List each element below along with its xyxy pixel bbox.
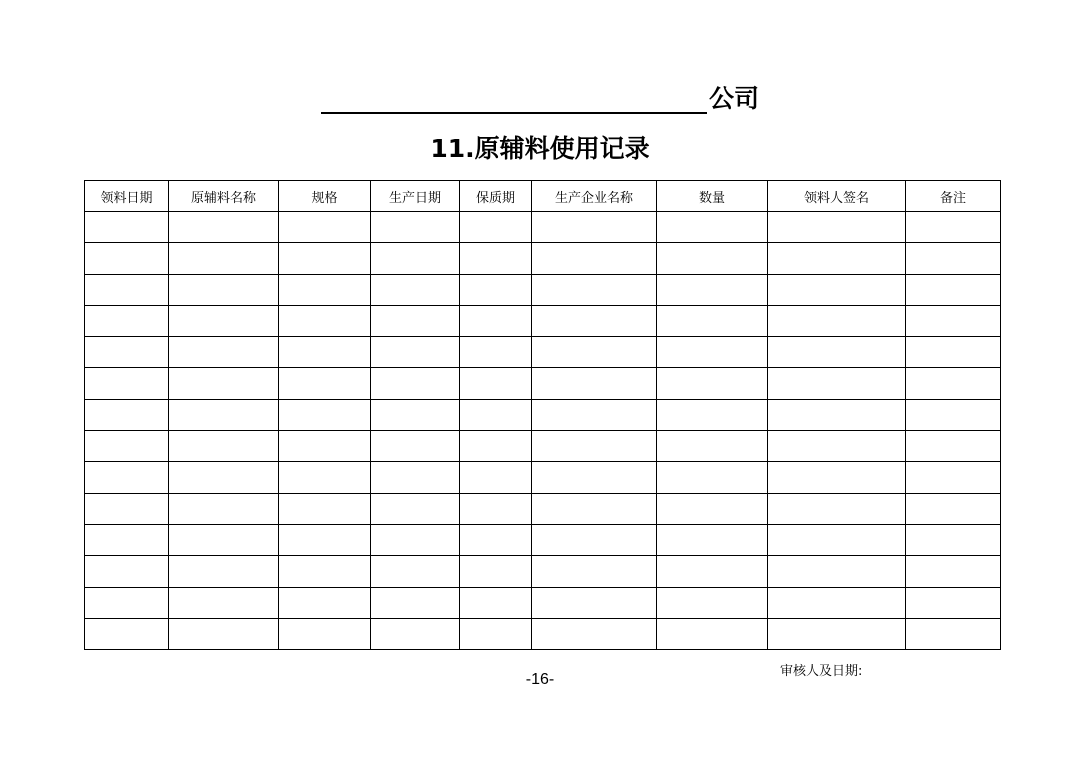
table-cell[interactable] bbox=[768, 587, 906, 618]
table-cell[interactable] bbox=[85, 399, 169, 430]
table-cell[interactable] bbox=[169, 305, 279, 336]
table-cell[interactable] bbox=[768, 368, 906, 399]
table-cell[interactable] bbox=[279, 243, 371, 274]
table-cell[interactable] bbox=[85, 524, 169, 555]
table-cell[interactable] bbox=[169, 243, 279, 274]
table-cell[interactable] bbox=[169, 212, 279, 243]
table-cell[interactable] bbox=[768, 243, 906, 274]
table-cell[interactable] bbox=[906, 618, 1001, 649]
table-cell[interactable] bbox=[85, 305, 169, 336]
table-cell[interactable] bbox=[460, 556, 532, 587]
column-header-production-date: 生产日期 bbox=[371, 181, 460, 212]
table-cell[interactable] bbox=[532, 274, 657, 305]
table-cell[interactable] bbox=[657, 243, 768, 274]
table-cell[interactable] bbox=[169, 462, 279, 493]
table-body bbox=[85, 212, 1001, 650]
table-cell[interactable] bbox=[169, 431, 279, 462]
table-cell[interactable] bbox=[657, 368, 768, 399]
table-cell[interactable] bbox=[85, 243, 169, 274]
table-row bbox=[85, 431, 1001, 462]
table-cell[interactable] bbox=[85, 462, 169, 493]
table-cell[interactable] bbox=[906, 337, 1001, 368]
table-row bbox=[85, 618, 1001, 649]
column-header-material-name: 原辅料名称 bbox=[169, 181, 279, 212]
table-cell[interactable] bbox=[657, 524, 768, 555]
table-cell[interactable] bbox=[85, 431, 169, 462]
table-cell[interactable] bbox=[657, 212, 768, 243]
table-cell[interactable] bbox=[768, 399, 906, 430]
table-cell[interactable] bbox=[371, 618, 460, 649]
table-cell[interactable] bbox=[532, 556, 657, 587]
column-header-quantity: 数量 bbox=[657, 181, 768, 212]
table-cell[interactable] bbox=[169, 524, 279, 555]
table-row bbox=[85, 337, 1001, 368]
table-cell[interactable] bbox=[371, 524, 460, 555]
table-cell[interactable] bbox=[169, 556, 279, 587]
table-cell[interactable] bbox=[279, 305, 371, 336]
table-cell[interactable] bbox=[532, 243, 657, 274]
table-cell[interactable] bbox=[371, 243, 460, 274]
table-cell[interactable] bbox=[460, 493, 532, 524]
table-cell[interactable] bbox=[85, 212, 169, 243]
table-cell[interactable] bbox=[906, 524, 1001, 555]
table-cell[interactable] bbox=[85, 618, 169, 649]
table-row bbox=[85, 368, 1001, 399]
table-cell[interactable] bbox=[657, 337, 768, 368]
table-cell[interactable] bbox=[906, 243, 1001, 274]
table-cell[interactable] bbox=[532, 493, 657, 524]
table-cell[interactable] bbox=[768, 212, 906, 243]
table-cell[interactable] bbox=[768, 337, 906, 368]
column-header-shelf-life: 保质期 bbox=[460, 181, 532, 212]
table-row bbox=[85, 243, 1001, 274]
table-cell[interactable] bbox=[906, 493, 1001, 524]
table-cell[interactable] bbox=[768, 524, 906, 555]
table-cell[interactable] bbox=[657, 274, 768, 305]
company-name-blank[interactable] bbox=[321, 82, 707, 114]
table-cell[interactable] bbox=[768, 305, 906, 336]
table-header-row bbox=[85, 181, 1001, 212]
table-cell[interactable] bbox=[460, 587, 532, 618]
document-title: 11.原辅料使用记录 bbox=[430, 134, 650, 163]
table-cell[interactable] bbox=[279, 618, 371, 649]
table-cell[interactable] bbox=[460, 431, 532, 462]
table-row bbox=[85, 556, 1001, 587]
table-cell[interactable] bbox=[169, 399, 279, 430]
table-cell[interactable] bbox=[169, 493, 279, 524]
table-cell[interactable] bbox=[371, 556, 460, 587]
table-cell[interactable] bbox=[768, 493, 906, 524]
table-cell[interactable] bbox=[371, 212, 460, 243]
table-cell[interactable] bbox=[85, 493, 169, 524]
table-cell[interactable] bbox=[279, 524, 371, 555]
table-cell[interactable] bbox=[460, 243, 532, 274]
table-cell[interactable] bbox=[532, 431, 657, 462]
table-row bbox=[85, 399, 1001, 430]
table-cell[interactable] bbox=[657, 493, 768, 524]
table-cell[interactable] bbox=[371, 587, 460, 618]
table-cell[interactable] bbox=[169, 618, 279, 649]
table-cell[interactable] bbox=[657, 399, 768, 430]
table-cell[interactable] bbox=[371, 337, 460, 368]
table-cell[interactable] bbox=[169, 274, 279, 305]
table-cell[interactable] bbox=[279, 337, 371, 368]
company-suffix: 公司 bbox=[708, 84, 759, 113]
table-cell[interactable] bbox=[532, 368, 657, 399]
table-cell[interactable] bbox=[657, 462, 768, 493]
table-cell[interactable] bbox=[460, 337, 532, 368]
column-header-recipient-signature: 领料人签名 bbox=[768, 181, 906, 212]
table-cell[interactable] bbox=[460, 399, 532, 430]
table-cell[interactable] bbox=[371, 368, 460, 399]
table-cell[interactable] bbox=[85, 368, 169, 399]
table-cell[interactable] bbox=[768, 274, 906, 305]
table-cell[interactable] bbox=[906, 274, 1001, 305]
table-cell[interactable] bbox=[460, 368, 532, 399]
table-cell[interactable] bbox=[169, 587, 279, 618]
table-cell[interactable] bbox=[532, 399, 657, 430]
table-cell[interactable] bbox=[906, 587, 1001, 618]
table-row bbox=[85, 274, 1001, 305]
table-cell[interactable] bbox=[532, 212, 657, 243]
table-cell[interactable] bbox=[460, 462, 532, 493]
table-row bbox=[85, 462, 1001, 493]
table-cell[interactable] bbox=[279, 493, 371, 524]
table-cell[interactable] bbox=[906, 305, 1001, 336]
table-cell[interactable] bbox=[532, 305, 657, 336]
reviewer-and-date-label: 审核人及日期: bbox=[780, 664, 863, 679]
table-cell[interactable] bbox=[657, 431, 768, 462]
table-cell[interactable] bbox=[657, 556, 768, 587]
table-cell[interactable] bbox=[279, 462, 371, 493]
table-cell[interactable] bbox=[532, 524, 657, 555]
column-header-issue-date: 领料日期 bbox=[85, 181, 169, 212]
table-cell[interactable] bbox=[279, 556, 371, 587]
table-cell[interactable] bbox=[85, 274, 169, 305]
table-cell[interactable] bbox=[279, 368, 371, 399]
table-cell[interactable] bbox=[460, 305, 532, 336]
table-cell[interactable] bbox=[279, 212, 371, 243]
column-header-remarks: 备注 bbox=[906, 181, 1001, 212]
table-cell[interactable] bbox=[169, 368, 279, 399]
table-cell[interactable] bbox=[657, 587, 768, 618]
column-header-manufacturer: 生产企业名称 bbox=[532, 181, 657, 212]
table-cell[interactable] bbox=[279, 274, 371, 305]
table-cell[interactable] bbox=[768, 431, 906, 462]
table-row bbox=[85, 493, 1001, 524]
table-row bbox=[85, 305, 1001, 336]
table-cell[interactable] bbox=[532, 587, 657, 618]
table-cell[interactable] bbox=[532, 337, 657, 368]
page-number: -16- bbox=[525, 671, 555, 688]
table-cell[interactable] bbox=[657, 618, 768, 649]
table-cell[interactable] bbox=[532, 618, 657, 649]
table-cell[interactable] bbox=[371, 462, 460, 493]
table-cell[interactable] bbox=[279, 587, 371, 618]
table-cell[interactable] bbox=[371, 493, 460, 524]
table-cell[interactable] bbox=[768, 556, 906, 587]
table-cell[interactable] bbox=[85, 337, 169, 368]
table-cell[interactable] bbox=[460, 618, 532, 649]
table-cell[interactable] bbox=[768, 618, 906, 649]
table-row bbox=[85, 587, 1001, 618]
table-cell[interactable] bbox=[906, 462, 1001, 493]
table-cell[interactable] bbox=[85, 587, 169, 618]
table-cell[interactable] bbox=[460, 274, 532, 305]
table-cell[interactable] bbox=[279, 431, 371, 462]
company-name-line bbox=[0, 82, 1080, 114]
table-row bbox=[85, 524, 1001, 555]
table-cell[interactable] bbox=[371, 431, 460, 462]
table-cell[interactable] bbox=[85, 556, 169, 587]
table-cell[interactable] bbox=[460, 212, 532, 243]
table-cell[interactable] bbox=[371, 274, 460, 305]
table-cell[interactable] bbox=[279, 399, 371, 430]
table-cell[interactable] bbox=[169, 337, 279, 368]
table-cell[interactable] bbox=[906, 399, 1001, 430]
table-cell[interactable] bbox=[460, 524, 532, 555]
table-cell[interactable] bbox=[657, 305, 768, 336]
table-row bbox=[85, 212, 1001, 243]
table-cell[interactable] bbox=[906, 431, 1001, 462]
table-cell[interactable] bbox=[906, 368, 1001, 399]
table-cell[interactable] bbox=[532, 462, 657, 493]
material-usage-table bbox=[84, 180, 1001, 650]
table-cell[interactable] bbox=[768, 462, 906, 493]
table-cell[interactable] bbox=[906, 556, 1001, 587]
column-header-specification: 规格 bbox=[279, 181, 371, 212]
table-cell[interactable] bbox=[371, 399, 460, 430]
table-cell[interactable] bbox=[371, 305, 460, 336]
table-cell[interactable] bbox=[906, 212, 1001, 243]
